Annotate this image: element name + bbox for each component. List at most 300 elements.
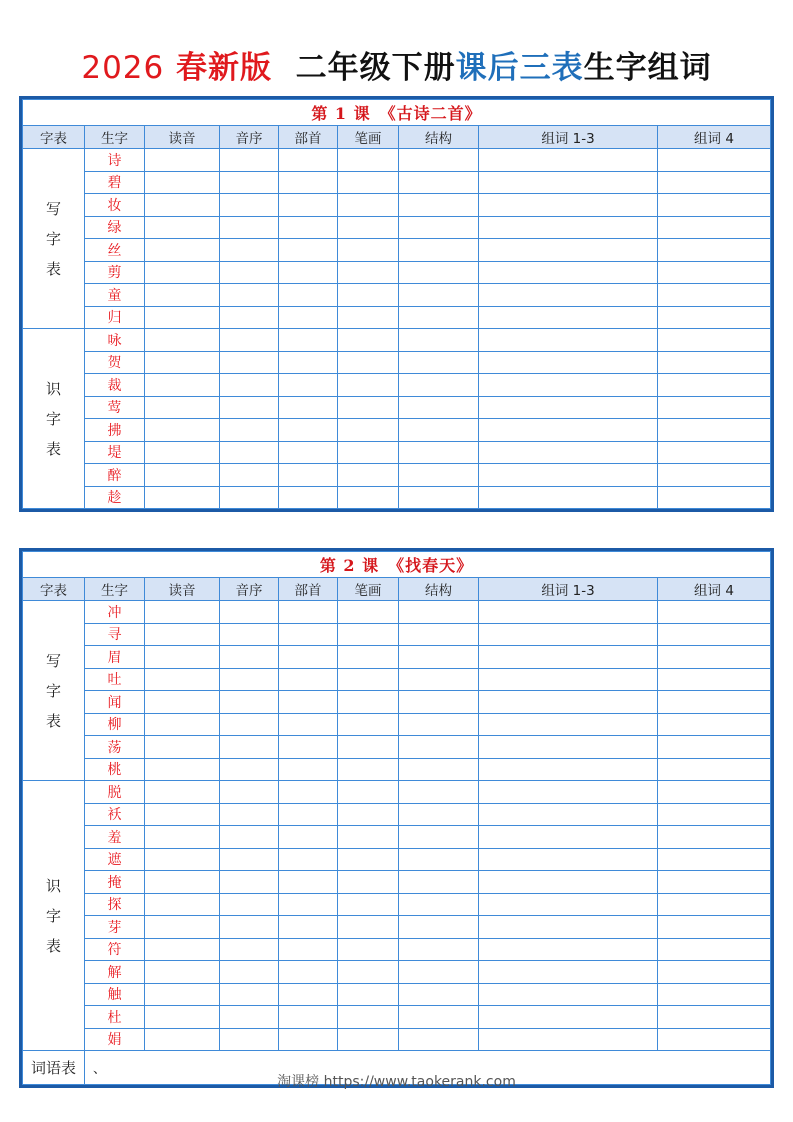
blank-answer-cell[interactable] xyxy=(338,848,399,871)
blank-answer-cell[interactable] xyxy=(399,623,479,646)
blank-answer-cell[interactable] xyxy=(145,374,220,397)
character-cell: 剪 xyxy=(85,261,145,284)
blank-answer-cell[interactable] xyxy=(279,691,338,714)
blank-answer-cell[interactable] xyxy=(279,871,338,894)
blank-answer-cell[interactable] xyxy=(479,736,658,759)
blank-answer-cell[interactable] xyxy=(145,983,220,1006)
blank-answer-cell[interactable] xyxy=(220,961,279,984)
blank-answer-cell[interactable] xyxy=(279,893,338,916)
blank-answer-cell[interactable] xyxy=(658,871,771,894)
blank-answer-cell[interactable] xyxy=(338,1006,399,1029)
blank-answer-cell[interactable] xyxy=(145,691,220,714)
blank-answer-cell[interactable] xyxy=(220,171,279,194)
blank-answer-cell[interactable] xyxy=(279,623,338,646)
blank-answer-cell[interactable] xyxy=(338,284,399,307)
blank-answer-cell[interactable] xyxy=(145,871,220,894)
blank-answer-cell[interactable] xyxy=(338,239,399,262)
blank-answer-cell[interactable] xyxy=(658,916,771,939)
blank-answer-cell[interactable] xyxy=(145,261,220,284)
character-cell: 诗 xyxy=(85,149,145,172)
group-label-char: 字 xyxy=(45,229,61,248)
blank-answer-cell[interactable] xyxy=(399,306,479,329)
blank-answer-cell[interactable] xyxy=(279,396,338,419)
blank-answer-cell[interactable] xyxy=(658,171,771,194)
column-header: 音序 xyxy=(220,578,279,601)
blank-answer-cell[interactable] xyxy=(658,623,771,646)
blank-answer-cell[interactable] xyxy=(399,441,479,464)
blank-answer-cell[interactable] xyxy=(399,486,479,509)
blank-answer-cell[interactable] xyxy=(145,216,220,239)
table-row xyxy=(23,239,771,262)
page-title xyxy=(0,42,793,87)
blank-answer-cell[interactable] xyxy=(220,329,279,352)
blank-answer-cell[interactable] xyxy=(220,713,279,736)
blank-answer-cell[interactable] xyxy=(399,848,479,871)
blank-answer-cell[interactable] xyxy=(279,374,338,397)
blank-answer-cell[interactable] xyxy=(338,668,399,691)
character-cell: 芽 xyxy=(85,916,145,939)
blank-answer-cell[interactable] xyxy=(658,396,771,419)
blank-answer-cell[interactable] xyxy=(279,736,338,759)
blank-answer-cell[interactable] xyxy=(220,1006,279,1029)
blank-answer-cell[interactable] xyxy=(399,1028,479,1051)
blank-answer-cell[interactable] xyxy=(279,781,338,804)
blank-answer-cell[interactable] xyxy=(338,1028,399,1051)
blank-answer-cell[interactable] xyxy=(145,848,220,871)
character-cell: 裁 xyxy=(85,374,145,397)
blank-answer-cell[interactable] xyxy=(399,803,479,826)
blank-answer-cell[interactable] xyxy=(145,916,220,939)
column-header: 组词 4 xyxy=(658,578,771,601)
blank-answer-cell[interactable] xyxy=(338,871,399,894)
blank-answer-cell[interactable] xyxy=(479,396,658,419)
blank-answer-cell[interactable] xyxy=(145,284,220,307)
blank-answer-cell[interactable] xyxy=(658,486,771,509)
blank-answer-cell[interactable] xyxy=(220,736,279,759)
blank-answer-cell[interactable] xyxy=(279,601,338,624)
blank-answer-cell[interactable] xyxy=(399,871,479,894)
blank-answer-cell[interactable] xyxy=(279,419,338,442)
blank-answer-cell[interactable] xyxy=(479,781,658,804)
blank-answer-cell[interactable] xyxy=(145,306,220,329)
blank-answer-cell[interactable] xyxy=(658,803,771,826)
blank-answer-cell[interactable] xyxy=(479,149,658,172)
character-cell: 吐 xyxy=(85,668,145,691)
blank-answer-cell[interactable] xyxy=(479,329,658,352)
blank-answer-cell[interactable] xyxy=(279,668,338,691)
blank-answer-cell[interactable] xyxy=(279,486,338,509)
blank-answer-cell[interactable] xyxy=(220,194,279,217)
blank-answer-cell[interactable] xyxy=(338,646,399,669)
blank-answer-cell[interactable] xyxy=(145,758,220,781)
blank-answer-cell[interactable] xyxy=(220,464,279,487)
blank-answer-cell[interactable] xyxy=(658,441,771,464)
blank-answer-cell[interactable] xyxy=(338,396,399,419)
blank-answer-cell[interactable] xyxy=(479,983,658,1006)
blank-answer-cell[interactable] xyxy=(338,441,399,464)
blank-answer-cell[interactable] xyxy=(338,781,399,804)
blank-answer-cell[interactable] xyxy=(338,601,399,624)
blank-answer-cell[interactable] xyxy=(479,871,658,894)
blank-answer-cell[interactable] xyxy=(399,1006,479,1029)
column-header: 部首 xyxy=(279,126,338,149)
blank-answer-cell[interactable] xyxy=(145,781,220,804)
blank-answer-cell[interactable] xyxy=(338,803,399,826)
blank-answer-cell[interactable] xyxy=(145,668,220,691)
table-row xyxy=(23,261,771,284)
blank-answer-cell[interactable] xyxy=(220,419,279,442)
blank-answer-cell[interactable] xyxy=(479,938,658,961)
blank-answer-cell[interactable] xyxy=(479,261,658,284)
blank-answer-cell[interactable] xyxy=(145,396,220,419)
blank-answer-cell[interactable] xyxy=(145,646,220,669)
blank-answer-cell[interactable] xyxy=(479,351,658,374)
blank-answer-cell[interactable] xyxy=(658,1028,771,1051)
blank-answer-cell[interactable] xyxy=(658,938,771,961)
blank-answer-cell[interactable] xyxy=(145,329,220,352)
blank-answer-cell[interactable] xyxy=(220,601,279,624)
blank-answer-cell[interactable] xyxy=(658,351,771,374)
blank-answer-cell[interactable] xyxy=(399,916,479,939)
blank-answer-cell[interactable] xyxy=(220,261,279,284)
blank-answer-cell[interactable] xyxy=(399,261,479,284)
character-cell: 掩 xyxy=(85,871,145,894)
blank-answer-cell[interactable] xyxy=(399,194,479,217)
blank-answer-cell[interactable] xyxy=(658,848,771,871)
column-header: 字表 xyxy=(23,578,85,601)
blank-answer-cell[interactable] xyxy=(145,893,220,916)
character-cell: 堤 xyxy=(85,441,145,464)
blank-answer-cell[interactable] xyxy=(399,826,479,849)
blank-answer-cell[interactable] xyxy=(658,961,771,984)
blank-answer-cell[interactable] xyxy=(658,668,771,691)
blank-answer-cell[interactable] xyxy=(338,713,399,736)
blank-answer-cell[interactable] xyxy=(658,691,771,714)
table-row xyxy=(23,736,771,759)
blank-answer-cell[interactable] xyxy=(479,284,658,307)
blank-answer-cell[interactable] xyxy=(279,261,338,284)
blank-answer-cell[interactable] xyxy=(479,826,658,849)
blank-answer-cell[interactable] xyxy=(338,961,399,984)
blank-answer-cell[interactable] xyxy=(279,983,338,1006)
blank-answer-cell[interactable] xyxy=(399,351,479,374)
blank-answer-cell[interactable] xyxy=(338,623,399,646)
table-row xyxy=(23,149,771,172)
table-row xyxy=(23,419,771,442)
blank-answer-cell[interactable] xyxy=(220,149,279,172)
blank-answer-cell[interactable] xyxy=(479,171,658,194)
group-label xyxy=(23,601,85,781)
blank-answer-cell[interactable] xyxy=(220,938,279,961)
blank-answer-cell[interactable] xyxy=(479,486,658,509)
blank-answer-cell[interactable] xyxy=(479,419,658,442)
blank-answer-cell[interactable] xyxy=(279,916,338,939)
blank-answer-cell[interactable] xyxy=(279,171,338,194)
blank-answer-cell[interactable] xyxy=(658,329,771,352)
table-row xyxy=(23,871,771,894)
blank-answer-cell[interactable] xyxy=(279,329,338,352)
blank-answer-cell[interactable] xyxy=(479,194,658,217)
group-label-char: 表 xyxy=(45,936,61,955)
blank-answer-cell[interactable] xyxy=(220,758,279,781)
blank-answer-cell[interactable] xyxy=(279,1006,338,1029)
group-label xyxy=(23,149,85,329)
blank-answer-cell[interactable] xyxy=(399,736,479,759)
blank-answer-cell[interactable] xyxy=(658,1006,771,1029)
blank-answer-cell[interactable] xyxy=(338,983,399,1006)
blank-answer-cell[interactable] xyxy=(399,396,479,419)
blank-answer-cell[interactable] xyxy=(145,419,220,442)
blank-answer-cell[interactable] xyxy=(479,803,658,826)
blank-answer-cell[interactable] xyxy=(479,239,658,262)
blank-answer-cell[interactable] xyxy=(399,713,479,736)
blank-answer-cell[interactable] xyxy=(658,893,771,916)
blank-answer-cell[interactable] xyxy=(145,171,220,194)
group-label-char: 写 xyxy=(45,651,61,670)
blank-answer-cell[interactable] xyxy=(479,893,658,916)
blank-answer-cell[interactable] xyxy=(220,781,279,804)
table-row xyxy=(23,351,771,374)
blank-answer-cell[interactable] xyxy=(658,601,771,624)
blank-answer-cell[interactable] xyxy=(399,239,479,262)
blank-answer-cell[interactable] xyxy=(338,306,399,329)
blank-answer-cell[interactable] xyxy=(279,758,338,781)
blank-answer-cell[interactable] xyxy=(279,441,338,464)
blank-answer-cell[interactable] xyxy=(658,983,771,1006)
blank-answer-cell[interactable] xyxy=(399,961,479,984)
blank-answer-cell[interactable] xyxy=(220,351,279,374)
lesson-1-table xyxy=(19,96,774,512)
blank-answer-cell[interactable] xyxy=(220,396,279,419)
blank-answer-cell[interactable] xyxy=(279,803,338,826)
blank-answer-cell[interactable] xyxy=(220,668,279,691)
blank-answer-cell[interactable] xyxy=(220,216,279,239)
blank-answer-cell[interactable] xyxy=(658,713,771,736)
blank-answer-cell[interactable] xyxy=(220,871,279,894)
blank-answer-cell[interactable] xyxy=(279,646,338,669)
blank-answer-cell[interactable] xyxy=(279,961,338,984)
character-cell: 拂 xyxy=(85,419,145,442)
blank-answer-cell[interactable] xyxy=(338,916,399,939)
blank-answer-cell[interactable] xyxy=(338,736,399,759)
blank-answer-cell[interactable] xyxy=(479,961,658,984)
group-label-char: 字 xyxy=(45,409,61,428)
blank-answer-cell[interactable] xyxy=(220,691,279,714)
blank-answer-cell[interactable] xyxy=(399,646,479,669)
column-header: 笔画 xyxy=(338,578,399,601)
blank-answer-cell[interactable] xyxy=(399,983,479,1006)
blank-answer-cell[interactable] xyxy=(220,1028,279,1051)
blank-answer-cell[interactable] xyxy=(479,668,658,691)
table-row xyxy=(23,1028,771,1051)
blank-answer-cell[interactable] xyxy=(399,668,479,691)
blank-answer-cell[interactable] xyxy=(479,374,658,397)
blank-answer-cell[interactable] xyxy=(399,171,479,194)
blank-answer-cell[interactable] xyxy=(399,893,479,916)
table-row xyxy=(23,961,771,984)
blank-answer-cell[interactable] xyxy=(399,781,479,804)
blank-answer-cell[interactable] xyxy=(399,464,479,487)
blank-answer-cell[interactable] xyxy=(338,351,399,374)
blank-answer-cell[interactable] xyxy=(279,848,338,871)
blank-answer-cell[interactable] xyxy=(145,1028,220,1051)
blank-answer-cell[interactable] xyxy=(145,736,220,759)
blank-answer-cell[interactable] xyxy=(145,938,220,961)
blank-answer-cell[interactable] xyxy=(399,374,479,397)
group-label xyxy=(23,781,85,1051)
blank-answer-cell[interactable] xyxy=(479,441,658,464)
blank-answer-cell[interactable] xyxy=(338,826,399,849)
blank-answer-cell[interactable] xyxy=(279,239,338,262)
blank-answer-cell[interactable] xyxy=(279,149,338,172)
blank-answer-cell[interactable] xyxy=(479,916,658,939)
blank-answer-cell[interactable] xyxy=(279,216,338,239)
blank-answer-cell[interactable] xyxy=(658,149,771,172)
blank-answer-cell[interactable] xyxy=(338,216,399,239)
blank-answer-cell[interactable] xyxy=(220,306,279,329)
character-cell: 童 xyxy=(85,284,145,307)
blank-answer-cell[interactable] xyxy=(658,419,771,442)
blank-answer-cell[interactable] xyxy=(145,149,220,172)
blank-answer-cell[interactable] xyxy=(145,601,220,624)
blank-answer-cell[interactable] xyxy=(658,261,771,284)
blank-answer-cell[interactable] xyxy=(145,464,220,487)
blank-answer-cell[interactable] xyxy=(279,351,338,374)
column-header: 音序 xyxy=(220,126,279,149)
character-cell: 眉 xyxy=(85,646,145,669)
blank-answer-cell[interactable] xyxy=(338,758,399,781)
blank-answer-cell[interactable] xyxy=(658,826,771,849)
character-cell: 触 xyxy=(85,983,145,1006)
column-header: 组词 1-3 xyxy=(479,578,658,601)
blank-answer-cell[interactable] xyxy=(399,601,479,624)
blank-answer-cell[interactable] xyxy=(658,284,771,307)
blank-answer-cell[interactable] xyxy=(145,1006,220,1029)
blank-answer-cell[interactable] xyxy=(220,803,279,826)
blank-answer-cell[interactable] xyxy=(399,329,479,352)
blank-answer-cell[interactable] xyxy=(479,713,658,736)
blank-answer-cell[interactable] xyxy=(145,194,220,217)
blank-answer-cell[interactable] xyxy=(220,441,279,464)
blank-answer-cell[interactable] xyxy=(279,194,338,217)
blank-answer-cell[interactable] xyxy=(658,781,771,804)
blank-answer-cell[interactable] xyxy=(220,623,279,646)
blank-answer-cell[interactable] xyxy=(220,646,279,669)
blank-answer-cell[interactable] xyxy=(145,961,220,984)
blank-answer-cell[interactable] xyxy=(279,938,338,961)
blank-answer-cell[interactable] xyxy=(479,848,658,871)
table-row xyxy=(23,1006,771,1029)
blank-answer-cell[interactable] xyxy=(338,464,399,487)
column-header: 字表 xyxy=(23,126,85,149)
blank-answer-cell[interactable] xyxy=(479,691,658,714)
blank-answer-cell[interactable] xyxy=(220,983,279,1006)
title-highlight: 课后三表 xyxy=(455,50,584,86)
blank-answer-cell[interactable] xyxy=(399,284,479,307)
blank-answer-cell[interactable] xyxy=(658,464,771,487)
blank-answer-cell[interactable] xyxy=(658,306,771,329)
blank-answer-cell[interactable] xyxy=(338,486,399,509)
blank-answer-cell[interactable] xyxy=(279,1028,338,1051)
blank-answer-cell[interactable] xyxy=(338,419,399,442)
blank-answer-cell[interactable] xyxy=(220,284,279,307)
blank-answer-cell[interactable] xyxy=(220,893,279,916)
blank-answer-cell[interactable] xyxy=(479,1028,658,1051)
blank-answer-cell[interactable] xyxy=(279,713,338,736)
blank-answer-cell[interactable] xyxy=(658,736,771,759)
blank-answer-cell[interactable] xyxy=(338,171,399,194)
blank-answer-cell[interactable] xyxy=(658,216,771,239)
blank-answer-cell[interactable] xyxy=(399,938,479,961)
blank-answer-cell[interactable] xyxy=(220,374,279,397)
blank-answer-cell[interactable] xyxy=(658,374,771,397)
blank-answer-cell[interactable] xyxy=(220,916,279,939)
blank-answer-cell[interactable] xyxy=(479,464,658,487)
blank-answer-cell[interactable] xyxy=(220,826,279,849)
blank-answer-cell[interactable] xyxy=(145,239,220,262)
group-label-char: 表 xyxy=(45,439,61,458)
blank-answer-cell[interactable] xyxy=(145,441,220,464)
blank-answer-cell[interactable] xyxy=(338,938,399,961)
blank-answer-cell[interactable] xyxy=(399,216,479,239)
blank-answer-cell[interactable] xyxy=(279,306,338,329)
blank-answer-cell[interactable] xyxy=(145,486,220,509)
blank-answer-cell[interactable] xyxy=(338,329,399,352)
blank-answer-cell[interactable] xyxy=(338,691,399,714)
blank-answer-cell[interactable] xyxy=(479,306,658,329)
blank-answer-cell[interactable] xyxy=(399,758,479,781)
blank-answer-cell[interactable] xyxy=(399,149,479,172)
blank-answer-cell[interactable] xyxy=(279,284,338,307)
blank-answer-cell[interactable] xyxy=(279,464,338,487)
blank-answer-cell[interactable] xyxy=(399,691,479,714)
blank-answer-cell[interactable] xyxy=(338,261,399,284)
blank-answer-cell[interactable] xyxy=(479,646,658,669)
blank-answer-cell[interactable] xyxy=(220,848,279,871)
character-cell: 脱 xyxy=(85,781,145,804)
vocab-value[interactable]: 、 xyxy=(85,1051,771,1085)
blank-answer-cell[interactable] xyxy=(658,646,771,669)
blank-answer-cell[interactable] xyxy=(145,713,220,736)
blank-answer-cell[interactable] xyxy=(479,623,658,646)
table-row xyxy=(23,826,771,849)
blank-answer-cell[interactable] xyxy=(658,758,771,781)
blank-answer-cell[interactable] xyxy=(145,351,220,374)
blank-answer-cell[interactable] xyxy=(479,601,658,624)
blank-answer-cell[interactable] xyxy=(399,419,479,442)
blank-answer-cell[interactable] xyxy=(145,803,220,826)
table-row xyxy=(23,713,771,736)
blank-answer-cell[interactable] xyxy=(479,1006,658,1029)
blank-answer-cell[interactable] xyxy=(658,194,771,217)
blank-answer-cell[interactable] xyxy=(658,239,771,262)
blank-answer-cell[interactable] xyxy=(338,149,399,172)
table-row xyxy=(23,329,771,352)
blank-answer-cell[interactable] xyxy=(145,826,220,849)
blank-answer-cell[interactable] xyxy=(338,374,399,397)
blank-answer-cell[interactable] xyxy=(145,623,220,646)
character-cell: 杜 xyxy=(85,1006,145,1029)
blank-answer-cell[interactable] xyxy=(220,486,279,509)
blank-answer-cell[interactable] xyxy=(220,239,279,262)
blank-answer-cell[interactable] xyxy=(479,216,658,239)
blank-answer-cell[interactable] xyxy=(338,194,399,217)
table-row xyxy=(23,668,771,691)
character-cell: 绿 xyxy=(85,216,145,239)
blank-answer-cell[interactable] xyxy=(479,758,658,781)
blank-answer-cell[interactable] xyxy=(279,826,338,849)
blank-answer-cell[interactable] xyxy=(338,893,399,916)
